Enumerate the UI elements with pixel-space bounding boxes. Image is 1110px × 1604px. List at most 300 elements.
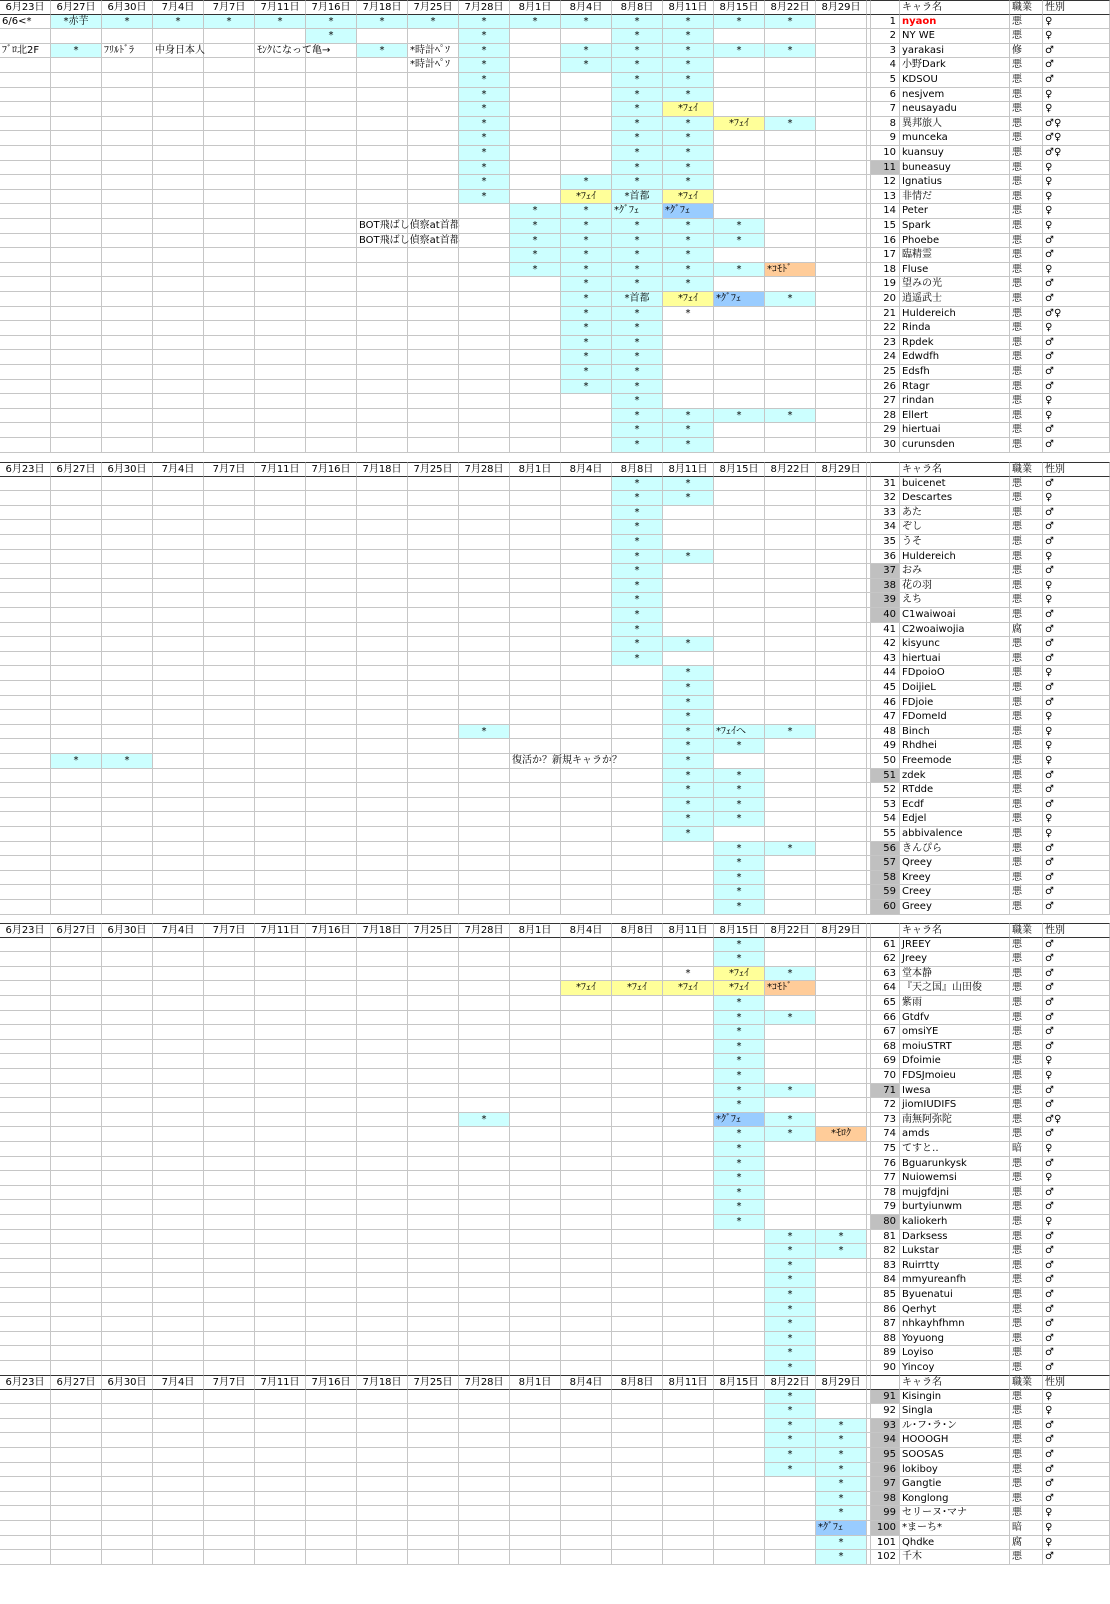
job-cell[interactable]: 悪	[1010, 1273, 1043, 1288]
gender-cell[interactable]: ♀	[1043, 725, 1110, 740]
date-cell[interactable]	[153, 1492, 204, 1507]
date-cell[interactable]	[306, 321, 357, 336]
job-cell[interactable]: 修	[1010, 44, 1043, 59]
character-name[interactable]: 臨精霊	[900, 248, 1010, 263]
date-cell[interactable]	[561, 579, 612, 594]
date-cell[interactable]	[0, 798, 51, 813]
job-cell[interactable]: 悪	[1010, 1463, 1043, 1478]
date-cell[interactable]	[408, 263, 459, 278]
date-cell[interactable]	[306, 967, 357, 982]
date-cell[interactable]	[663, 1361, 714, 1376]
date-cell[interactable]	[357, 952, 408, 967]
date-cell[interactable]	[0, 1404, 51, 1419]
date-cell[interactable]: *	[561, 234, 612, 249]
date-cell[interactable]	[51, 1419, 102, 1434]
row-number[interactable]: 70	[871, 1069, 900, 1084]
date-header[interactable]: 6月27日	[51, 462, 102, 477]
date-cell[interactable]	[765, 1040, 816, 1055]
date-cell[interactable]	[357, 263, 408, 278]
date-cell[interactable]	[153, 491, 204, 506]
date-cell[interactable]	[0, 696, 51, 711]
date-cell[interactable]	[357, 798, 408, 813]
date-cell[interactable]	[153, 219, 204, 234]
date-cell[interactable]	[204, 1477, 255, 1492]
date-cell[interactable]	[153, 506, 204, 521]
date-cell[interactable]	[765, 681, 816, 696]
date-cell[interactable]	[204, 593, 255, 608]
date-cell[interactable]	[510, 739, 561, 754]
date-cell[interactable]	[51, 102, 102, 117]
date-cell[interactable]	[816, 1346, 867, 1361]
date-cell[interactable]	[357, 1244, 408, 1259]
date-cell[interactable]	[102, 131, 153, 146]
date-cell[interactable]	[459, 579, 510, 594]
date-cell[interactable]	[306, 1127, 357, 1142]
date-cell[interactable]	[153, 102, 204, 117]
date-cell[interactable]	[612, 1171, 663, 1186]
date-cell[interactable]: *	[459, 29, 510, 44]
date-cell[interactable]	[459, 550, 510, 565]
date-cell[interactable]	[204, 44, 255, 59]
date-cell[interactable]: *	[612, 491, 663, 506]
date-cell[interactable]	[510, 885, 561, 900]
date-cell[interactable]	[408, 842, 459, 857]
date-cell[interactable]	[255, 1288, 306, 1303]
date-cell[interactable]	[0, 146, 51, 161]
date-cell[interactable]	[816, 1215, 867, 1230]
date-cell[interactable]	[51, 1404, 102, 1419]
date-cell[interactable]: *	[714, 1011, 765, 1026]
date-cell[interactable]	[459, 812, 510, 827]
date-cell[interactable]: *	[816, 1506, 867, 1521]
date-cell[interactable]	[0, 981, 51, 996]
date-cell[interactable]	[306, 938, 357, 953]
date-cell[interactable]	[153, 952, 204, 967]
date-cell[interactable]	[204, 564, 255, 579]
date-cell[interactable]	[153, 652, 204, 667]
date-cell[interactable]	[51, 423, 102, 438]
date-cell[interactable]	[714, 1506, 765, 1521]
date-cell[interactable]	[816, 1390, 867, 1405]
date-cell[interactable]	[102, 798, 153, 813]
gender-cell[interactable]: ♂	[1043, 1157, 1110, 1172]
date-cell[interactable]	[102, 29, 153, 44]
date-cell[interactable]	[408, 1069, 459, 1084]
date-cell[interactable]: *	[102, 15, 153, 30]
gender-cell[interactable]: ♂	[1043, 996, 1110, 1011]
date-cell[interactable]: *	[612, 29, 663, 44]
date-cell[interactable]	[510, 1433, 561, 1448]
date-cell[interactable]: *	[663, 175, 714, 190]
date-cell[interactable]	[255, 477, 306, 492]
date-cell[interactable]	[714, 365, 765, 380]
date-cell[interactable]	[0, 593, 51, 608]
date-cell[interactable]	[102, 477, 153, 492]
date-cell[interactable]	[510, 1084, 561, 1099]
date-cell[interactable]	[816, 938, 867, 953]
date-cell[interactable]: *	[765, 1113, 816, 1128]
date-cell[interactable]: ﾌﾞﾛ北2F	[0, 44, 51, 59]
date-header[interactable]: 6月30日	[102, 462, 153, 477]
date-cell[interactable]	[816, 1054, 867, 1069]
date-cell[interactable]	[255, 593, 306, 608]
date-cell[interactable]	[51, 1011, 102, 1026]
date-cell[interactable]	[714, 623, 765, 638]
date-cell[interactable]	[255, 1477, 306, 1492]
job-cell[interactable]: 悪	[1010, 1040, 1043, 1055]
date-cell[interactable]	[408, 234, 459, 249]
date-cell[interactable]	[612, 885, 663, 900]
date-cell[interactable]	[816, 798, 867, 813]
date-cell[interactable]	[204, 842, 255, 857]
date-cell[interactable]	[816, 1040, 867, 1055]
date-cell[interactable]	[510, 1069, 561, 1084]
date-cell[interactable]	[204, 769, 255, 784]
gender-cell[interactable]: ♂	[1043, 1186, 1110, 1201]
date-cell[interactable]	[306, 798, 357, 813]
date-cell[interactable]	[459, 1346, 510, 1361]
date-cell[interactable]	[0, 190, 51, 205]
date-cell[interactable]	[765, 1157, 816, 1172]
date-cell[interactable]	[459, 783, 510, 798]
date-cell[interactable]: *ｸﾞﾌｪ	[714, 1113, 765, 1128]
date-cell[interactable]	[459, 1419, 510, 1434]
date-cell[interactable]	[153, 190, 204, 205]
date-cell[interactable]	[408, 1200, 459, 1215]
date-cell[interactable]	[408, 219, 459, 234]
date-cell[interactable]	[357, 1200, 408, 1215]
job-cell[interactable]: 悪	[1010, 783, 1043, 798]
date-cell[interactable]	[306, 783, 357, 798]
date-cell[interactable]	[204, 967, 255, 982]
date-cell[interactable]	[561, 1054, 612, 1069]
gender-cell[interactable]: ♀	[1043, 593, 1110, 608]
character-name[interactable]: abbivalence	[900, 827, 1010, 842]
date-cell[interactable]	[510, 842, 561, 857]
date-header[interactable]: 6月23日	[0, 923, 51, 938]
date-cell[interactable]	[153, 234, 204, 249]
date-cell[interactable]	[306, 438, 357, 453]
date-cell[interactable]	[663, 1288, 714, 1303]
date-cell[interactable]: *	[459, 117, 510, 132]
gender-cell[interactable]: ♂	[1043, 1011, 1110, 1026]
character-name[interactable]: lokiboy	[900, 1463, 1010, 1478]
row-number[interactable]: 56	[871, 842, 900, 857]
character-name[interactable]: Qreey	[900, 856, 1010, 871]
date-cell[interactable]	[612, 725, 663, 740]
date-cell[interactable]	[408, 321, 459, 336]
row-number[interactable]: 79	[871, 1200, 900, 1215]
date-cell[interactable]	[408, 1448, 459, 1463]
date-cell[interactable]	[459, 263, 510, 278]
date-cell[interactable]	[510, 1390, 561, 1405]
date-cell[interactable]	[102, 520, 153, 535]
date-cell[interactable]	[0, 623, 51, 638]
date-cell[interactable]	[510, 292, 561, 307]
date-cell[interactable]	[153, 58, 204, 73]
date-cell[interactable]	[0, 1098, 51, 1113]
date-cell[interactable]	[408, 696, 459, 711]
gender-cell[interactable]: ♀	[1043, 29, 1110, 44]
date-header[interactable]: 8月22日	[765, 0, 816, 15]
date-cell[interactable]	[459, 1127, 510, 1142]
date-cell[interactable]	[204, 637, 255, 652]
date-cell[interactable]	[408, 827, 459, 842]
row-number[interactable]: 83	[871, 1259, 900, 1274]
date-cell[interactable]	[204, 1259, 255, 1274]
date-cell[interactable]	[510, 579, 561, 594]
gender-header[interactable]: 性別	[1043, 1375, 1110, 1390]
date-cell[interactable]	[561, 769, 612, 784]
date-cell[interactable]	[153, 1288, 204, 1303]
date-header[interactable]: 6月30日	[102, 923, 153, 938]
date-cell[interactable]	[306, 739, 357, 754]
date-cell[interactable]	[357, 292, 408, 307]
date-cell[interactable]: *	[153, 15, 204, 30]
date-cell[interactable]: *	[612, 550, 663, 565]
job-cell[interactable]: 悪	[1010, 1127, 1043, 1142]
date-cell[interactable]	[765, 234, 816, 249]
date-cell[interactable]	[765, 623, 816, 638]
gender-cell[interactable]: ♀	[1043, 579, 1110, 594]
date-cell[interactable]	[561, 827, 612, 842]
character-name[interactable]: omsiYE	[900, 1025, 1010, 1040]
job-cell[interactable]: 悪	[1010, 1288, 1043, 1303]
date-cell[interactable]	[561, 1506, 612, 1521]
date-cell[interactable]: *	[765, 1433, 816, 1448]
date-cell[interactable]	[51, 1390, 102, 1405]
date-cell[interactable]	[255, 520, 306, 535]
job-cell[interactable]: 悪	[1010, 102, 1043, 117]
date-cell[interactable]: *	[816, 1492, 867, 1507]
date-cell[interactable]	[153, 336, 204, 351]
date-cell[interactable]	[255, 350, 306, 365]
date-cell[interactable]	[816, 1084, 867, 1099]
date-cell[interactable]	[408, 608, 459, 623]
date-cell[interactable]: *	[459, 131, 510, 146]
date-cell[interactable]	[0, 1040, 51, 1055]
date-cell[interactable]	[561, 710, 612, 725]
gender-cell[interactable]: ♂	[1043, 58, 1110, 73]
date-cell[interactable]	[51, 1215, 102, 1230]
date-header[interactable]: 7月7日	[204, 0, 255, 15]
date-cell[interactable]	[561, 1521, 612, 1536]
date-cell[interactable]	[306, 1303, 357, 1318]
character-name[interactable]: Peter	[900, 204, 1010, 219]
date-cell[interactable]	[765, 1536, 816, 1551]
date-cell[interactable]	[510, 1230, 561, 1245]
date-cell[interactable]	[663, 1273, 714, 1288]
date-cell[interactable]: *	[663, 967, 714, 982]
date-cell[interactable]	[459, 438, 510, 453]
date-cell[interactable]	[510, 871, 561, 886]
date-cell[interactable]	[510, 1506, 561, 1521]
gender-cell[interactable]: ♂	[1043, 535, 1110, 550]
gender-cell[interactable]: ♀	[1043, 1390, 1110, 1405]
character-name[interactable]: Konglong	[900, 1492, 1010, 1507]
gender-cell[interactable]: ♂	[1043, 1244, 1110, 1259]
date-cell[interactable]	[510, 900, 561, 915]
date-cell[interactable]	[153, 535, 204, 550]
character-name[interactable]: Edjel	[900, 812, 1010, 827]
date-cell[interactable]: *	[714, 1127, 765, 1142]
date-cell[interactable]	[714, 1259, 765, 1274]
row-number[interactable]: 97	[871, 1477, 900, 1492]
date-header[interactable]: 7月4日	[153, 462, 204, 477]
row-number[interactable]: 52	[871, 783, 900, 798]
date-cell[interactable]	[306, 550, 357, 565]
date-cell[interactable]	[510, 491, 561, 506]
row-number[interactable]: 99	[871, 1506, 900, 1521]
date-cell[interactable]	[612, 996, 663, 1011]
date-cell[interactable]: *	[663, 29, 714, 44]
date-cell[interactable]	[459, 1477, 510, 1492]
date-cell[interactable]	[357, 477, 408, 492]
date-cell[interactable]	[357, 754, 408, 769]
character-name[interactable]: Binch	[900, 725, 1010, 740]
date-cell[interactable]	[204, 1230, 255, 1245]
date-cell[interactable]	[714, 175, 765, 190]
date-cell[interactable]	[561, 900, 612, 915]
date-cell[interactable]	[663, 1492, 714, 1507]
row-number[interactable]: 77	[871, 1171, 900, 1186]
job-cell[interactable]: 悪	[1010, 219, 1043, 234]
row-number[interactable]: 31	[871, 477, 900, 492]
date-cell[interactable]	[357, 967, 408, 982]
date-cell[interactable]	[0, 1521, 51, 1536]
date-cell[interactable]	[612, 1098, 663, 1113]
date-cell[interactable]	[663, 1346, 714, 1361]
gender-cell[interactable]: ♂	[1043, 44, 1110, 59]
date-cell[interactable]	[357, 1448, 408, 1463]
date-cell[interactable]	[51, 842, 102, 857]
date-cell[interactable]	[510, 623, 561, 638]
character-name[interactable]: Dfoimie	[900, 1054, 1010, 1069]
date-cell[interactable]: *	[612, 564, 663, 579]
date-cell[interactable]	[153, 146, 204, 161]
job-cell[interactable]: 悪	[1010, 1361, 1043, 1376]
date-cell[interactable]	[255, 938, 306, 953]
date-cell[interactable]	[408, 117, 459, 132]
date-cell[interactable]	[714, 666, 765, 681]
date-cell[interactable]	[357, 131, 408, 146]
date-cell[interactable]	[663, 506, 714, 521]
date-cell[interactable]	[0, 1273, 51, 1288]
date-header[interactable]: 8月29日	[816, 462, 867, 477]
date-cell[interactable]	[510, 1536, 561, 1551]
date-cell[interactable]	[255, 175, 306, 190]
date-cell[interactable]	[612, 967, 663, 982]
date-cell[interactable]	[0, 842, 51, 857]
date-cell[interactable]	[714, 1230, 765, 1245]
row-number[interactable]: 101	[871, 1536, 900, 1551]
date-cell[interactable]	[714, 1448, 765, 1463]
date-cell[interactable]	[561, 477, 612, 492]
gender-cell[interactable]: ♂♀	[1043, 146, 1110, 161]
date-cell[interactable]: *	[357, 15, 408, 30]
date-cell[interactable]	[357, 1506, 408, 1521]
date-cell[interactable]	[816, 1171, 867, 1186]
date-cell[interactable]	[459, 491, 510, 506]
date-cell[interactable]	[510, 1011, 561, 1026]
date-cell[interactable]	[357, 637, 408, 652]
date-cell[interactable]	[0, 564, 51, 579]
job-cell[interactable]: 悪	[1010, 1448, 1043, 1463]
date-cell[interactable]	[255, 248, 306, 263]
row-number[interactable]: 102	[871, 1550, 900, 1565]
date-cell[interactable]	[510, 1244, 561, 1259]
date-cell[interactable]	[663, 1200, 714, 1215]
date-cell[interactable]	[408, 520, 459, 535]
date-cell[interactable]: *	[714, 812, 765, 827]
date-cell[interactable]	[255, 579, 306, 594]
date-cell[interactable]	[612, 856, 663, 871]
date-cell[interactable]	[357, 1215, 408, 1230]
date-cell[interactable]	[255, 73, 306, 88]
date-cell[interactable]	[0, 739, 51, 754]
gender-cell[interactable]: ♂	[1043, 623, 1110, 638]
date-cell[interactable]	[153, 438, 204, 453]
date-cell[interactable]	[153, 1346, 204, 1361]
date-cell[interactable]	[153, 1011, 204, 1026]
date-cell[interactable]	[0, 1550, 51, 1565]
date-cell[interactable]	[255, 967, 306, 982]
date-cell[interactable]	[714, 307, 765, 322]
date-cell[interactable]	[204, 725, 255, 740]
date-cell[interactable]	[255, 1186, 306, 1201]
date-cell[interactable]	[510, 1303, 561, 1318]
row-number[interactable]: 86	[871, 1303, 900, 1318]
job-cell[interactable]: 悪	[1010, 827, 1043, 842]
date-cell[interactable]	[561, 394, 612, 409]
date-cell[interactable]	[714, 1390, 765, 1405]
character-name[interactable]: ル･フ･ラ･ン	[900, 1419, 1010, 1434]
date-cell[interactable]	[561, 1259, 612, 1274]
date-cell[interactable]	[204, 1303, 255, 1318]
date-cell[interactable]	[510, 696, 561, 711]
date-cell[interactable]	[102, 1230, 153, 1245]
date-cell[interactable]	[153, 161, 204, 176]
date-cell[interactable]	[459, 248, 510, 263]
date-cell[interactable]	[204, 856, 255, 871]
date-cell[interactable]	[765, 394, 816, 409]
date-cell[interactable]	[816, 725, 867, 740]
date-cell[interactable]: ﾌﾘﾙﾄﾞﾗ	[102, 44, 153, 59]
date-cell[interactable]	[204, 491, 255, 506]
date-cell[interactable]: *	[612, 15, 663, 30]
date-cell[interactable]	[408, 1492, 459, 1507]
date-cell[interactable]	[51, 380, 102, 395]
date-cell[interactable]	[459, 1186, 510, 1201]
date-cell[interactable]	[408, 1157, 459, 1172]
date-cell[interactable]	[765, 1492, 816, 1507]
date-cell[interactable]	[816, 1069, 867, 1084]
job-cell[interactable]: 悪	[1010, 1492, 1043, 1507]
row-number[interactable]: 80	[871, 1215, 900, 1230]
date-cell[interactable]	[714, 593, 765, 608]
date-cell[interactable]	[663, 394, 714, 409]
date-cell[interactable]	[561, 1127, 612, 1142]
date-cell[interactable]	[255, 710, 306, 725]
date-cell[interactable]: *	[714, 1069, 765, 1084]
row-number[interactable]: 35	[871, 535, 900, 550]
date-cell[interactable]	[459, 506, 510, 521]
job-cell[interactable]: 悪	[1010, 1215, 1043, 1230]
date-cell[interactable]: *	[765, 1332, 816, 1347]
date-cell[interactable]	[357, 1084, 408, 1099]
date-cell[interactable]	[255, 856, 306, 871]
date-cell[interactable]	[357, 161, 408, 176]
